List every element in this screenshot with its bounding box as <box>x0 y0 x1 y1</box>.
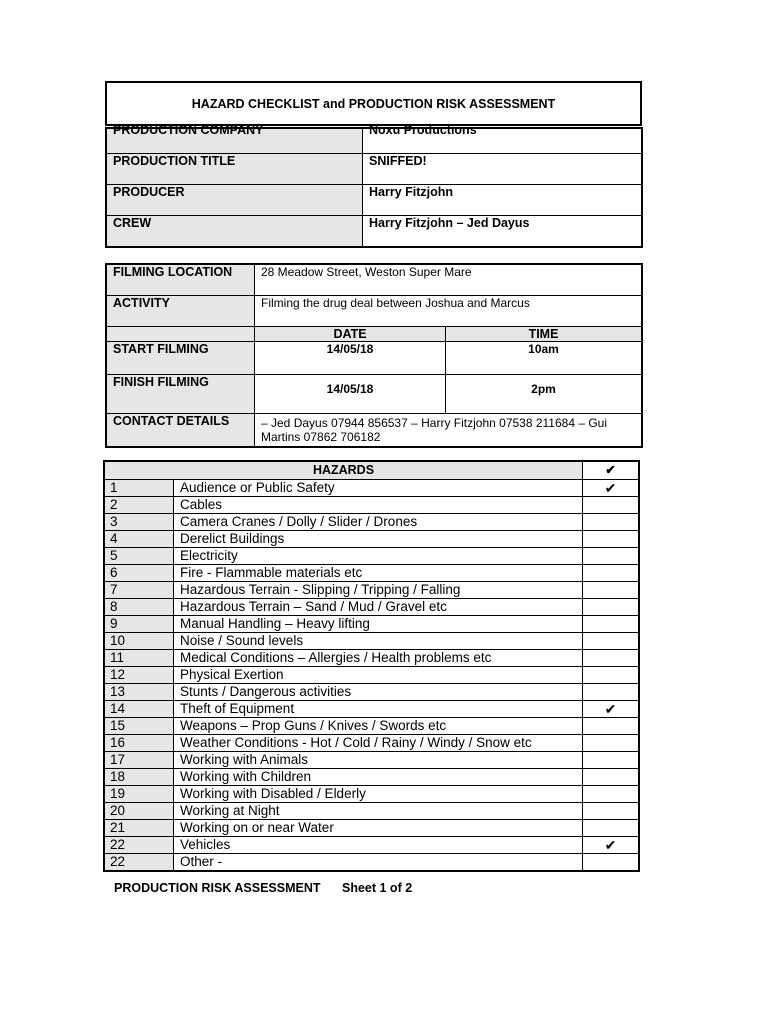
hazard-name: Derelict Buildings <box>174 531 583 548</box>
hazard-row <box>104 599 639 616</box>
production-label: CREW <box>106 216 363 248</box>
hazard-name: Vehicles <box>174 837 583 854</box>
check-header-icon: ✔ <box>583 461 640 480</box>
hazard-check-icon <box>583 548 640 565</box>
hazard-number: 18 <box>104 769 174 786</box>
hazard-row <box>104 480 639 497</box>
finish-filming-row <box>106 375 642 414</box>
hazard-row <box>104 548 639 565</box>
production-label: PRODUCTION TITLE <box>106 154 363 185</box>
hazard-row <box>104 616 639 633</box>
hazard-number: 14 <box>104 701 174 718</box>
hazard-check-icon: ✔ <box>583 837 640 854</box>
hazard-check-icon <box>583 650 640 667</box>
hazard-name: Working with Children <box>174 769 583 786</box>
hazard-row <box>104 854 639 872</box>
hazard-name: Hazardous Terrain – Sand / Mud / Gravel etc <box>174 599 583 616</box>
hazard-row <box>104 565 639 582</box>
production-label: PRODUCTION COMPANY <box>106 128 363 154</box>
hazard-row <box>104 531 639 548</box>
production-row <box>106 185 642 216</box>
hazard-row <box>104 582 639 599</box>
contact-details-label: CONTACT DETAILS <box>106 414 255 448</box>
hazard-number: 15 <box>104 718 174 735</box>
production-row <box>106 216 642 248</box>
hazard-number: 22 <box>104 854 174 872</box>
hazard-name: Fire - Flammable materials etc <box>174 565 583 582</box>
hazard-name: Manual Handling – Heavy lifting <box>174 616 583 633</box>
hazard-number: 6 <box>104 565 174 582</box>
hazard-name: Working at Night <box>174 803 583 820</box>
activity-label: ACTIVITY <box>106 296 255 327</box>
production-value: Noxu Productions <box>363 128 643 154</box>
hazard-name: Physical Exertion <box>174 667 583 684</box>
activity-row <box>106 296 642 327</box>
finish-date: 14/05/18 <box>255 375 446 414</box>
hazard-number: 13 <box>104 684 174 701</box>
hazard-check-icon <box>583 565 640 582</box>
hazard-number: 8 <box>104 599 174 616</box>
hazard-name: Camera Cranes / Dolly / Slider / Drones <box>174 514 583 531</box>
hazard-name: Working with Animals <box>174 752 583 769</box>
hazard-name: Theft of Equipment <box>174 701 583 718</box>
hazard-row <box>104 803 639 820</box>
contact-details-value: – Jed Dayus 07944 856537 – Harry Fitzjohn 07538 211684 – Gui Martins 07862 706182 <box>255 414 643 448</box>
hazard-check-icon: ✔ <box>583 480 640 497</box>
hazard-check-icon <box>583 735 640 752</box>
hazard-number: 12 <box>104 667 174 684</box>
filming-location-row <box>106 264 642 296</box>
hazard-check-icon <box>583 633 640 650</box>
hazard-number: 3 <box>104 514 174 531</box>
hazard-number: 21 <box>104 820 174 837</box>
hazard-check-icon: ✔ <box>583 701 640 718</box>
hazard-number: 20 <box>104 803 174 820</box>
filming-info-table <box>105 263 643 448</box>
hazard-number: 11 <box>104 650 174 667</box>
hazards-table <box>103 460 640 872</box>
hazard-check-icon <box>583 854 640 872</box>
hazard-number: 5 <box>104 548 174 565</box>
hazard-name: Other - <box>174 854 583 872</box>
hazard-row <box>104 650 639 667</box>
hazard-name: Stunts / Dangerous activities <box>174 684 583 701</box>
hazard-number: 19 <box>104 786 174 803</box>
hazard-check-icon <box>583 667 640 684</box>
hazard-name: Medical Conditions – Allergies / Health problems etc <box>174 650 583 667</box>
hazard-row <box>104 820 639 837</box>
hazard-row <box>104 667 639 684</box>
hazards-header: HAZARDS <box>104 461 583 480</box>
hazard-row <box>104 786 639 803</box>
hazard-row <box>104 735 639 752</box>
production-value: Harry Fitzjohn <box>363 185 643 216</box>
hazard-name: Weather Conditions - Hot / Cold / Rainy / Windy / Snow etc <box>174 735 583 752</box>
sheet-number: Sheet 1 of 2 <box>342 881 413 895</box>
activity-value: Filming the drug deal between Joshua and Marcus <box>255 296 643 327</box>
date-header: DATE <box>255 327 446 342</box>
hazard-number: 1 <box>104 480 174 497</box>
hazard-number: 10 <box>104 633 174 650</box>
hazard-check-icon <box>583 599 640 616</box>
start-date: 14/05/18 <box>255 342 446 375</box>
hazard-name: Cables <box>174 497 583 514</box>
hazard-name: Weapons – Prop Guns / Knives / Swords etc <box>174 718 583 735</box>
hazard-number: 17 <box>104 752 174 769</box>
production-value: SNIFFED! <box>363 154 643 185</box>
hazard-check-icon <box>583 786 640 803</box>
finish-filming-label: FINISH FILMING <box>106 375 255 414</box>
hazard-number: 2 <box>104 497 174 514</box>
footer <box>114 881 412 895</box>
hazard-check-icon <box>583 582 640 599</box>
footer-label: PRODUCTION RISK ASSESSMENT <box>114 881 321 895</box>
hazard-number: 4 <box>104 531 174 548</box>
time-header: TIME <box>446 327 643 342</box>
hazard-row <box>104 684 639 701</box>
filming-location-label: FILMING LOCATION <box>106 264 255 296</box>
hazard-name: Working on or near Water <box>174 820 583 837</box>
date-time-header-blank <box>106 327 255 342</box>
start-time: 10am <box>446 342 643 375</box>
hazard-check-icon <box>583 803 640 820</box>
date-time-header-row <box>106 327 642 342</box>
hazard-row <box>104 769 639 786</box>
start-filming-row <box>106 342 642 375</box>
hazard-name: Electricity <box>174 548 583 565</box>
hazard-row <box>104 718 639 735</box>
contact-details-row <box>106 414 642 448</box>
hazard-row <box>104 497 639 514</box>
document-title: HAZARD CHECKLIST and PRODUCTION RISK ASSESSMENT <box>105 81 642 126</box>
production-label: PRODUCER <box>106 185 363 216</box>
production-row <box>106 154 642 185</box>
hazards-header-row <box>104 461 639 480</box>
hazard-name: Working with Disabled / Elderly <box>174 786 583 803</box>
hazard-number: 22 <box>104 837 174 854</box>
finish-time: 2pm <box>446 375 643 414</box>
production-info-table <box>105 123 643 248</box>
hazard-check-icon <box>583 820 640 837</box>
production-row <box>106 128 642 154</box>
filming-location-value: 28 Meadow Street, Weston Super Mare <box>255 264 643 296</box>
hazard-row <box>104 752 639 769</box>
hazard-check-icon <box>583 497 640 514</box>
hazard-check-icon <box>583 616 640 633</box>
hazard-row <box>104 837 639 854</box>
hazard-check-icon <box>583 752 640 769</box>
hazard-name: Noise / Sound levels <box>174 633 583 650</box>
hazard-check-icon <box>583 531 640 548</box>
hazard-check-icon <box>583 718 640 735</box>
start-filming-label: START FILMING <box>106 342 255 375</box>
hazard-check-icon <box>583 769 640 786</box>
production-value: Harry Fitzjohn – Jed Dayus <box>363 216 643 248</box>
hazard-check-icon <box>583 514 640 531</box>
hazard-check-icon <box>583 684 640 701</box>
hazard-number: 9 <box>104 616 174 633</box>
hazard-row <box>104 701 639 718</box>
hazard-row <box>104 633 639 650</box>
hazard-number: 16 <box>104 735 174 752</box>
hazard-number: 7 <box>104 582 174 599</box>
hazard-name: Audience or Public Safety <box>174 480 583 497</box>
hazard-name: Hazardous Terrain - Slipping / Tripping / Falling <box>174 582 583 599</box>
hazard-row <box>104 514 639 531</box>
